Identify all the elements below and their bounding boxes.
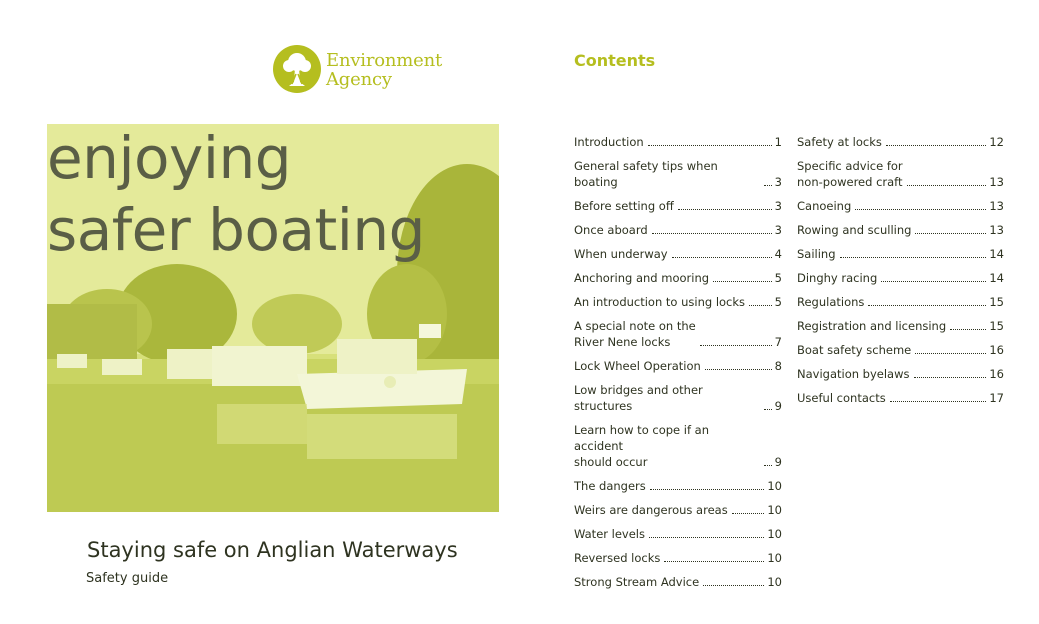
- toc-entry-title: Canoeing: [797, 199, 852, 213]
- logo-line-1: Environment: [326, 50, 443, 71]
- toc-entry[interactable]: [797, 342, 1004, 358]
- toc-entry-title: Before setting off: [574, 199, 674, 213]
- toc-leader-dots: [648, 145, 772, 146]
- toc-entry-page: 3: [774, 199, 782, 213]
- toc-leader-dots: [678, 209, 772, 210]
- toc-entry-page: 12: [989, 135, 1004, 149]
- toc-entry[interactable]: [797, 318, 1004, 334]
- toc-entry-title: Registration and licensing: [797, 319, 947, 333]
- toc-leader-dots: [713, 281, 772, 282]
- toc-entry[interactable]: [574, 318, 782, 350]
- toc-entry-title: Dinghy racing: [797, 271, 878, 285]
- tree-emblem-icon: [272, 44, 322, 94]
- toc-entry[interactable]: [574, 550, 782, 566]
- toc-entry[interactable]: [574, 502, 782, 518]
- toc-entry-page: 10: [767, 527, 782, 541]
- toc-entry-title: Rowing and sculling: [797, 223, 912, 237]
- toc-leader-dots: [915, 353, 986, 354]
- toc-entry-page: 7: [774, 335, 782, 349]
- toc-entry-title: A special note on the River Nene locks: [574, 319, 696, 349]
- toc-leader-dots: [950, 329, 986, 330]
- toc-entry[interactable]: [797, 294, 1004, 310]
- toc-entry-page: 8: [774, 359, 782, 373]
- toc-entry-page: 3: [774, 223, 782, 237]
- toc-leader-dots: [868, 305, 986, 306]
- toc-entry-page: 13: [989, 175, 1004, 189]
- toc-leader-dots: [672, 257, 772, 258]
- cover-headline: [47, 122, 425, 266]
- toc-entry[interactable]: [574, 358, 782, 374]
- toc-leader-dots: [764, 465, 772, 466]
- toc-leader-dots: [907, 185, 987, 186]
- toc-entry-title: Navigation byelaws: [797, 367, 910, 381]
- toc-entry[interactable]: [797, 134, 1004, 150]
- toc-entry-page: 13: [989, 199, 1004, 213]
- toc-leader-dots: [881, 281, 986, 282]
- toc-leader-dots: [915, 233, 986, 234]
- logo-wordmark: [326, 51, 442, 89]
- environment-agency-logo: [272, 44, 462, 100]
- toc-entry[interactable]: [574, 382, 782, 414]
- toc-entry-page: 5: [774, 271, 782, 285]
- toc-entry[interactable]: [574, 294, 782, 310]
- cover-guide-label: Safety guide: [86, 571, 169, 586]
- toc-leader-dots: [855, 209, 986, 210]
- contents-column-2: [797, 134, 1004, 414]
- toc-entry-page: 9: [774, 455, 782, 469]
- toc-entry[interactable]: [574, 526, 782, 542]
- toc-entry[interactable]: [574, 270, 782, 286]
- toc-entry-page: 15: [989, 295, 1004, 309]
- toc-entry-page: 10: [767, 479, 782, 493]
- toc-entry-title: Learn how to cope if an accident should occur: [574, 423, 710, 469]
- toc-entry-title: Sailing: [797, 247, 836, 261]
- toc-entry-page: 4: [774, 247, 782, 261]
- toc-entry-title: When underway: [574, 247, 668, 261]
- toc-entry-page: 5: [774, 295, 782, 309]
- toc-entry-page: 14: [989, 247, 1004, 261]
- toc-leader-dots: [890, 401, 987, 402]
- toc-entry-title: Water levels: [574, 527, 645, 541]
- toc-entry-title: General safety tips when boating: [574, 159, 718, 189]
- toc-leader-dots: [700, 345, 772, 346]
- toc-entry-title: Introduction: [574, 135, 644, 149]
- toc-leader-dots: [732, 513, 765, 514]
- toc-entry[interactable]: [797, 158, 1004, 190]
- contents-column-1: [574, 134, 782, 598]
- toc-entry-page: 16: [989, 367, 1004, 381]
- toc-leader-dots: [764, 409, 772, 410]
- toc-entry-title: Weirs are dangerous areas: [574, 503, 728, 517]
- toc-entry[interactable]: [574, 222, 782, 238]
- toc-entry-title: Low bridges and other structures: [574, 383, 703, 413]
- toc-entry[interactable]: [574, 478, 782, 494]
- contents-title: Contents: [574, 51, 656, 70]
- toc-entry-title: Lock Wheel Operation: [574, 359, 701, 373]
- toc-leader-dots: [664, 561, 764, 562]
- headline-line-2: safer boating: [47, 196, 425, 264]
- toc-leader-dots: [703, 585, 764, 586]
- logo-line-2: Agency: [326, 69, 392, 90]
- toc-entry[interactable]: [797, 222, 1004, 238]
- toc-entry-page: 15: [989, 319, 1004, 333]
- toc-entry[interactable]: [797, 366, 1004, 382]
- toc-leader-dots: [764, 185, 772, 186]
- toc-leader-dots: [749, 305, 772, 306]
- toc-leader-dots: [650, 489, 765, 490]
- toc-entry[interactable]: [797, 270, 1004, 286]
- toc-entry-title: Reversed locks: [574, 551, 661, 565]
- headline-line-1: enjoying: [47, 124, 292, 192]
- toc-entry[interactable]: [797, 390, 1004, 406]
- toc-entry-title: Safety at locks: [797, 135, 882, 149]
- toc-entry-page: 16: [989, 343, 1004, 357]
- toc-entry[interactable]: [574, 246, 782, 262]
- toc-entry-title: Once aboard: [574, 223, 648, 237]
- toc-leader-dots: [652, 233, 772, 234]
- toc-entry-page: 1: [774, 135, 782, 149]
- toc-leader-dots: [649, 537, 764, 538]
- toc-entry[interactable]: [574, 198, 782, 214]
- toc-entry[interactable]: [574, 158, 782, 190]
- toc-entry-page: 9: [774, 399, 782, 413]
- toc-entry-title: Strong Stream Advice: [574, 575, 700, 589]
- toc-entry-page: 3: [774, 175, 782, 189]
- toc-leader-dots: [914, 377, 987, 378]
- toc-entry-page: 14: [989, 271, 1004, 285]
- toc-entry-title: The dangers: [574, 479, 646, 493]
- toc-leader-dots: [705, 369, 772, 370]
- toc-entry[interactable]: [574, 422, 782, 470]
- toc-leader-dots: [840, 257, 987, 258]
- toc-entry[interactable]: [574, 574, 782, 590]
- toc-leader-dots: [886, 145, 987, 146]
- toc-entry[interactable]: [797, 246, 1004, 262]
- toc-entry-title: Anchoring and mooring: [574, 271, 710, 285]
- toc-entry[interactable]: [574, 134, 782, 150]
- toc-entry-page: 17: [989, 391, 1004, 405]
- toc-entry-page: 10: [767, 503, 782, 517]
- toc-entry-title: Regulations: [797, 295, 865, 309]
- toc-entry-page: 10: [767, 575, 782, 589]
- toc-entry-title: Boat safety scheme: [797, 343, 912, 357]
- toc-entry-page: 10: [767, 551, 782, 565]
- toc-entry-title: An introduction to using locks: [574, 295, 746, 309]
- cover-subtitle: Staying safe on Anglian Waterways: [87, 538, 458, 562]
- toc-entry-page: 13: [989, 223, 1004, 237]
- toc-entry-title: Specific advice for non-powered craft: [797, 159, 903, 189]
- toc-entry-title: Useful contacts: [797, 391, 886, 405]
- toc-entry[interactable]: [797, 198, 1004, 214]
